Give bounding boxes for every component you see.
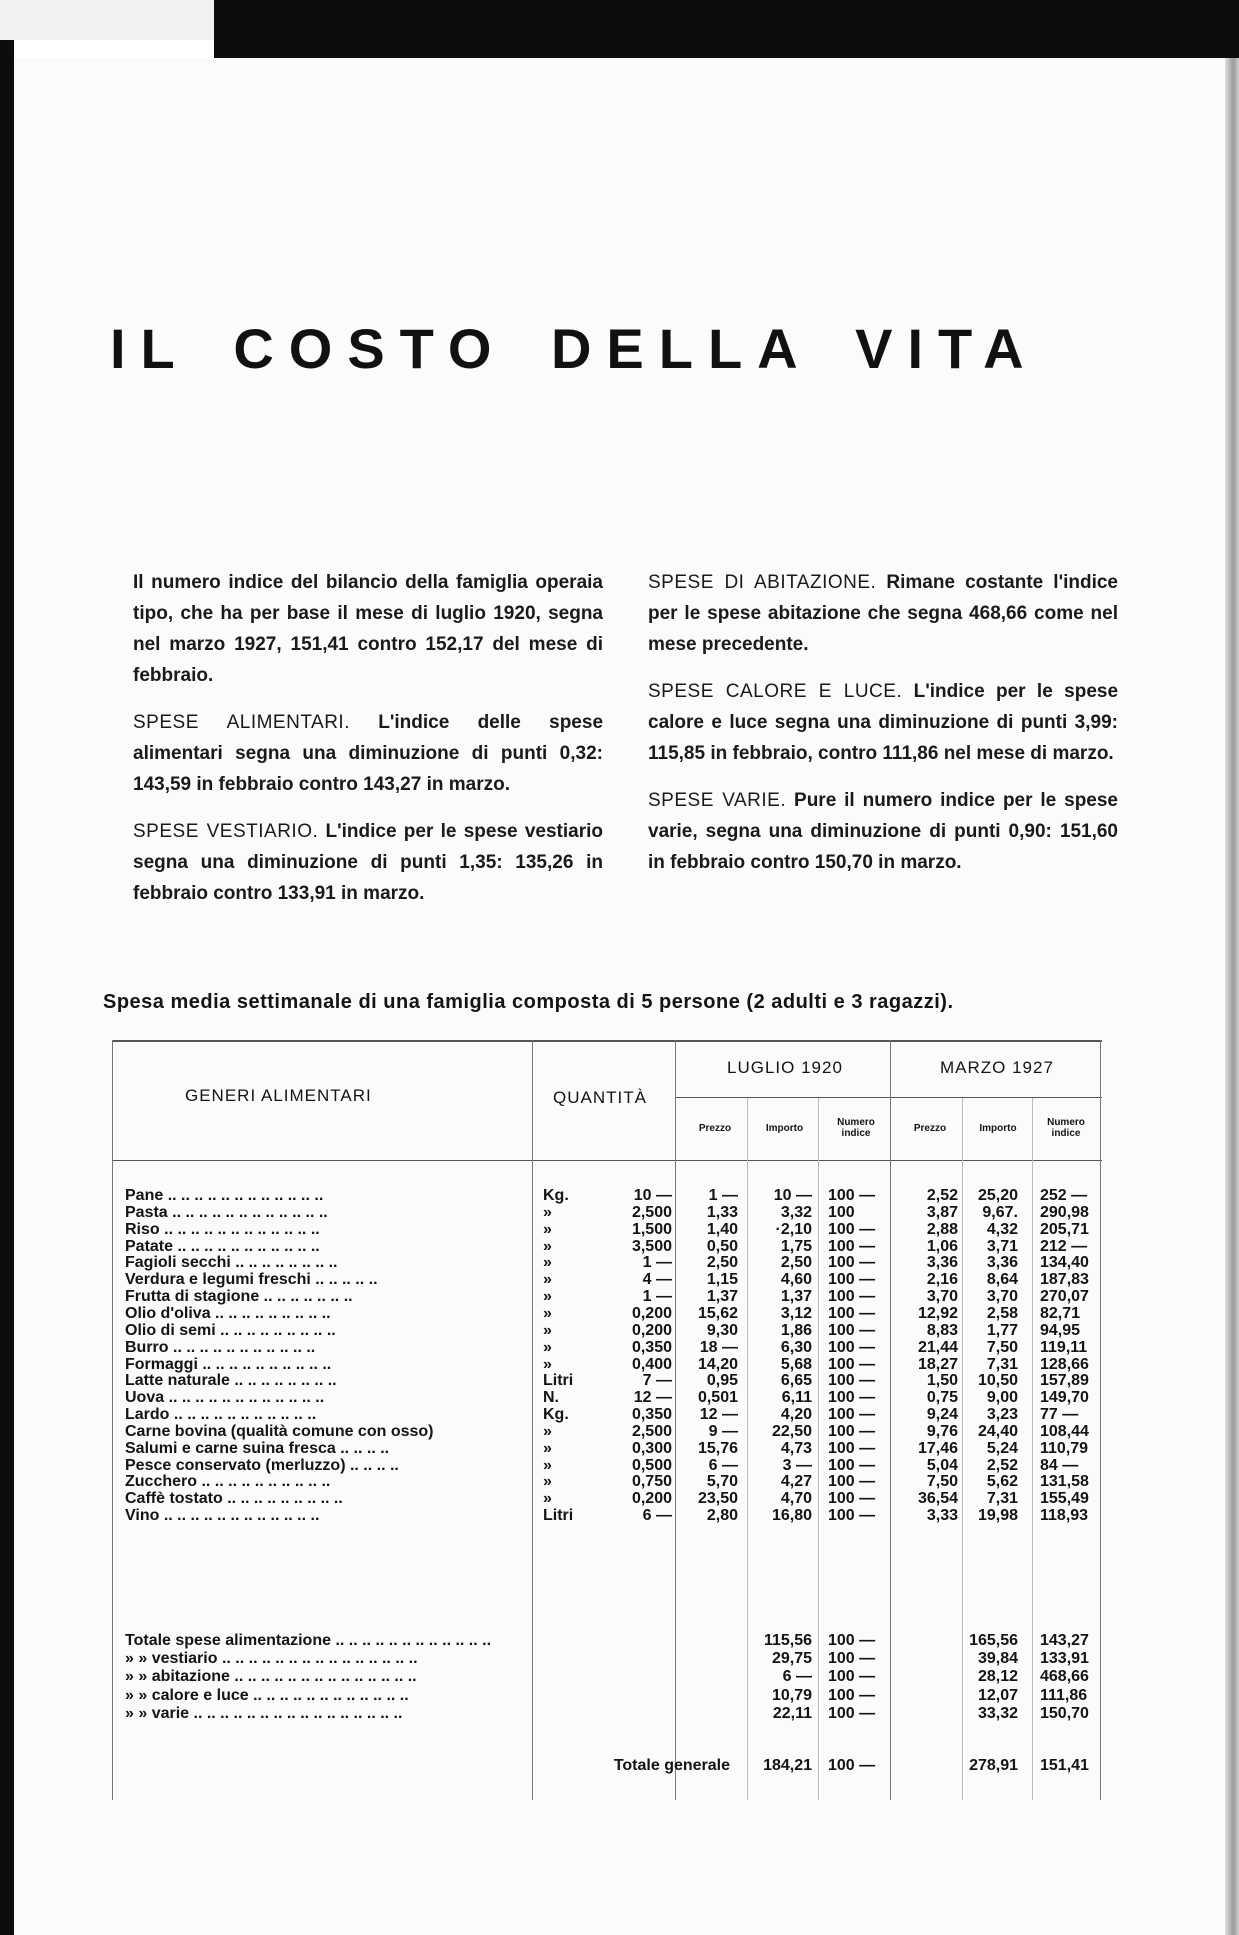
index-1920: 100 — — [828, 1668, 876, 1686]
table-row — [0, 1187, 1239, 1205]
amount-1927: 12,07 — [977, 1686, 1018, 1704]
amount-1920: 6,65 — [780, 1372, 812, 1390]
index-1927: 468,66 — [1040, 1668, 1089, 1686]
amount-1927: 28,12 — [977, 1668, 1018, 1686]
price-1920: 23,50 — [697, 1490, 738, 1508]
header-numero-indice: Numero indice — [1047, 1117, 1085, 1139]
price-1927: 3,87 — [926, 1203, 958, 1221]
item-quantity: 0,200 — [631, 1304, 672, 1322]
table-rule-top — [112, 1040, 1102, 1042]
table-row — [0, 1473, 1239, 1491]
item-quantity: 0,500 — [631, 1456, 672, 1474]
amount-1927: 3,71 — [986, 1237, 1018, 1255]
item-unit: Kg. — [543, 1406, 569, 1424]
item-quantity: 2,500 — [631, 1422, 672, 1440]
index-1920: 100 — — [828, 1355, 876, 1373]
totals-label: » » abitazione .. .. .. .. .. .. .. .. .. .. .. .. .. .. — [125, 1668, 417, 1686]
item-unit: Litri — [543, 1372, 574, 1390]
item-quantity: 0,200 — [631, 1321, 672, 1339]
amount-1927: 8,64 — [986, 1271, 1018, 1289]
price-1927: 2,52 — [926, 1187, 958, 1204]
index-1927: 108,44 — [1040, 1422, 1089, 1440]
amount-1927: 2,52 — [986, 1456, 1018, 1474]
index-1920: 100 — — [828, 1254, 876, 1272]
item-unit: » — [543, 1220, 552, 1238]
item-unit: » — [543, 1203, 552, 1221]
price-1927: 5,04 — [926, 1456, 958, 1474]
price-1927: 36,54 — [917, 1490, 958, 1508]
table-row — [0, 1254, 1239, 1272]
amount-1927: 33,32 — [977, 1704, 1018, 1722]
paragraph-text: Il numero indice del bilancio della famiglia operaia tipo, che ha per base il mese di luglio 1920, segna nel marzo 1927, 151,41 contro 152,17 del mese di febbraio. — [133, 572, 603, 686]
index-1920: 100 — — [828, 1338, 876, 1356]
grand-total-row — [0, 1757, 1239, 1775]
table-rule-header — [112, 1160, 1102, 1161]
item-unit: » — [543, 1321, 552, 1339]
totals-row — [0, 1650, 1239, 1668]
price-1920: 12 — — [699, 1406, 738, 1424]
index-1927: 110,79 — [1040, 1439, 1089, 1457]
item-quantity: 0,350 — [631, 1338, 672, 1356]
table-row — [0, 1490, 1239, 1508]
amount-1927: 9,00 — [986, 1389, 1018, 1407]
index-1927: 270,07 — [1040, 1288, 1089, 1306]
grand-total-label: Totale generale — [613, 1757, 730, 1774]
item-name: Verdura e legumi freschi .. .. .. .. .. — [125, 1271, 378, 1289]
index-1920: 100 — — [828, 1757, 876, 1774]
header-prezzo: Prezzo — [913, 1123, 947, 1134]
table-rule-subheader — [675, 1097, 1102, 1098]
index-1927: 149,70 — [1040, 1389, 1089, 1407]
paragraph-heading: SPESE DI ABITAZIONE. — [648, 572, 877, 593]
price-1927: 8,83 — [926, 1321, 958, 1339]
price-1927: 21,44 — [917, 1338, 958, 1356]
paragraph-heading: SPESE CALORE E LUCE. — [648, 681, 903, 702]
index-1927: 151,41 — [1040, 1757, 1089, 1774]
amount-1927: 4,32 — [986, 1220, 1018, 1238]
amount-1927: 5,24 — [986, 1439, 1018, 1457]
paragraph-spese-abitazione — [648, 567, 1118, 660]
index-1927: 150,70 — [1040, 1704, 1089, 1722]
amount-1927: 3,70 — [986, 1288, 1018, 1306]
index-1920: 100 — — [828, 1422, 876, 1440]
table-row — [0, 1221, 1239, 1239]
amount-1927: 5,62 — [986, 1473, 1018, 1491]
index-1927: 134,40 — [1040, 1254, 1089, 1272]
paragraph-text: L'indice delle spese alimentari segna una diminuzione di punti 0,32: 143,59 in febbraio contro 143,27 in marzo. — [133, 712, 604, 795]
item-quantity: 0,300 — [631, 1439, 672, 1457]
item-unit: » — [543, 1439, 552, 1457]
amount-1920: 6,30 — [780, 1338, 812, 1356]
totals-label: » » calore e luce .. .. .. .. .. .. .. .. .. .. .. .. — [125, 1686, 409, 1704]
item-quantity: 0,400 — [631, 1355, 672, 1373]
price-1927: 17,46 — [917, 1439, 958, 1457]
item-unit: » — [543, 1288, 552, 1306]
item-name: Salumi e carne suina fresca .. .. .. .. — [125, 1439, 390, 1457]
item-name: Pasta .. .. .. .. .. .. .. .. .. .. .. .. — [125, 1203, 328, 1221]
item-unit: N. — [543, 1389, 559, 1407]
index-1920: 100 — — [828, 1507, 876, 1525]
table-row — [0, 1305, 1239, 1323]
totals-row — [0, 1705, 1239, 1723]
totals-row — [0, 1687, 1239, 1705]
index-1927: 128,66 — [1040, 1355, 1089, 1373]
paragraph-text: L'indice per le spese vestiario segna una diminuzione di punti 1,35: 135,26 in febbraio contro 133,91 in marzo. — [133, 821, 604, 904]
paragraph-heading: SPESE VARIE. — [648, 790, 787, 811]
amount-1920: 22,50 — [771, 1422, 812, 1440]
item-unit: » — [543, 1237, 552, 1255]
index-1927: 84 — — [1040, 1456, 1079, 1474]
index-1927: 155,49 — [1040, 1490, 1089, 1508]
item-name: Patate .. .. .. .. .. .. .. .. .. .. .. — [125, 1237, 320, 1255]
amount-1927: 19,98 — [977, 1507, 1018, 1525]
header-importo: Importo — [765, 1123, 804, 1134]
amount-1920: 10 — — [773, 1187, 812, 1204]
index-1927: 94,95 — [1040, 1321, 1081, 1339]
index-1920: 100 — — [828, 1632, 876, 1649]
price-1920: 18 — — [699, 1338, 738, 1356]
price-1927: 3,36 — [926, 1254, 958, 1272]
price-1927: 2,16 — [926, 1271, 958, 1289]
amount-1920: 29,75 — [771, 1650, 812, 1668]
item-quantity: 4 — — [642, 1271, 672, 1289]
index-1920: 100 — [828, 1203, 855, 1221]
item-name: Riso .. .. .. .. .. .. .. .. .. .. .. .. — [125, 1220, 320, 1238]
amount-1927: 165,56 — [969, 1632, 1018, 1649]
item-quantity: 1 — — [642, 1254, 672, 1272]
amount-1920: 4,73 — [780, 1439, 812, 1457]
item-unit: » — [543, 1456, 552, 1474]
item-name: Pesce conservato (merluzzo) .. .. .. .. — [125, 1456, 399, 1474]
table-row — [0, 1238, 1239, 1256]
amount-1927: 3,23 — [986, 1406, 1018, 1424]
price-1927: 1,06 — [926, 1237, 958, 1255]
header-numero-indice: Numero indice — [837, 1117, 875, 1139]
amount-1927: 25,20 — [977, 1187, 1018, 1204]
amount-1920: 4,60 — [780, 1271, 812, 1289]
index-1927: 157,89 — [1040, 1372, 1089, 1390]
amount-1927: 7,31 — [986, 1355, 1018, 1373]
price-1920: 5,70 — [706, 1473, 738, 1491]
item-unit: » — [543, 1271, 552, 1289]
index-1920: 100 — — [828, 1321, 876, 1339]
price-1920: 2,50 — [706, 1254, 738, 1272]
price-1920: 1,37 — [706, 1288, 738, 1306]
table-row — [0, 1372, 1239, 1390]
amount-1920: 6 — — [782, 1668, 812, 1686]
paragraph-text: Rimane costante l'indice per le spese abitazione che segna 468,66 come nel mese precedente. — [648, 572, 1118, 655]
item-name: Caffè tostato .. .. .. .. .. .. .. .. .. — [125, 1490, 343, 1508]
item-name: Uova .. .. .. .. .. .. .. .. .. .. .. .. — [125, 1389, 325, 1407]
index-1927: 290,98 — [1040, 1203, 1089, 1221]
item-unit: » — [543, 1490, 552, 1508]
amount-1920: ·2,10 — [775, 1220, 812, 1238]
index-1920: 100 — — [828, 1439, 876, 1457]
index-1920: 100 — — [828, 1456, 876, 1474]
item-name: Pane .. .. .. .. .. .. .. .. .. .. .. .. — [125, 1187, 324, 1204]
header-marzo-1927: MARZO 1927 — [940, 1058, 1054, 1077]
price-1920: 15,62 — [697, 1304, 738, 1322]
item-unit: » — [543, 1422, 552, 1440]
price-1927: 9,24 — [926, 1406, 958, 1424]
index-1927: 77 — — [1040, 1406, 1079, 1424]
item-quantity: 0,350 — [631, 1406, 672, 1424]
amount-1920: 10,79 — [771, 1686, 812, 1704]
price-1920: 0,50 — [706, 1237, 738, 1255]
totals-label: » » vestiario .. .. .. .. .. .. .. .. .. .. .. .. .. .. .. — [125, 1650, 418, 1668]
table-row — [0, 1271, 1239, 1289]
price-1920: 0,95 — [706, 1372, 738, 1390]
price-1920: 9,30 — [706, 1321, 738, 1339]
item-quantity: 2,500 — [631, 1203, 672, 1221]
index-1920: 100 — — [828, 1473, 876, 1491]
price-1927: 3,33 — [926, 1507, 958, 1525]
amount-1920: 3,32 — [780, 1203, 812, 1221]
paragraph-intro — [133, 567, 603, 691]
paragraph-text: Pure il numero indice per le spese varie, segna una diminuzione di punti 0,90: 151,60 in febbraio contro 150,70 in marzo. — [648, 790, 1118, 873]
header-generi-alimentari: GENERI ALIMENTARI — [185, 1086, 372, 1105]
paragraph-spese-alimentari — [133, 707, 603, 800]
item-name: Lardo .. .. .. .. .. .. .. .. .. .. .. — [125, 1406, 317, 1424]
price-1927: 7,50 — [926, 1473, 958, 1491]
table-row — [0, 1457, 1239, 1475]
amount-1920: 4,20 — [780, 1406, 812, 1424]
header-prezzo: Prezzo — [698, 1123, 732, 1134]
index-1920: 100 — — [828, 1220, 876, 1238]
item-name: Formaggi .. .. .. .. .. .. .. .. .. .. — [125, 1355, 332, 1373]
index-1920: 100 — — [828, 1686, 876, 1704]
price-1920: 0,501 — [697, 1389, 738, 1407]
index-1920: 100 — — [828, 1389, 876, 1407]
index-1927: 82,71 — [1040, 1304, 1081, 1322]
totals-row — [0, 1632, 1239, 1650]
item-name: Zucchero .. .. .. .. .. .. .. .. .. .. — [125, 1473, 331, 1491]
price-1920: 6 — — [708, 1456, 738, 1474]
index-1920: 100 — — [828, 1187, 876, 1204]
price-1927: 3,70 — [926, 1288, 958, 1306]
index-1920: 100 — — [828, 1372, 876, 1390]
totals-label: » » varie .. .. .. .. .. .. .. .. .. .. .. .. .. .. .. .. — [125, 1704, 403, 1722]
amount-1927: 2,58 — [986, 1304, 1018, 1322]
index-1920: 100 — — [828, 1271, 876, 1289]
price-1920: 2,80 — [706, 1507, 738, 1525]
item-quantity: 0,200 — [631, 1490, 672, 1508]
item-quantity: 10 — — [633, 1187, 672, 1204]
paragraph-heading: SPESE VESTIARIO. — [133, 821, 319, 842]
index-1920: 100 — — [828, 1490, 876, 1508]
paragraph-heading: SPESE ALIMENTARI. — [133, 712, 350, 733]
index-1927: 111,86 — [1040, 1686, 1088, 1704]
item-name: Olio di semi .. .. .. .. .. .. .. .. .. — [125, 1321, 336, 1339]
totals-label: Totale spese alimentazione .. .. .. .. .. .. .. .. .. .. .. .. — [125, 1632, 492, 1649]
amount-1927: 3,36 — [986, 1254, 1018, 1272]
table-row — [0, 1322, 1239, 1340]
item-unit: » — [543, 1355, 552, 1373]
index-1927: 187,83 — [1040, 1271, 1089, 1289]
amount-1927: 278,91 — [969, 1757, 1018, 1774]
amount-1927: 7,31 — [986, 1490, 1018, 1508]
scan-border-top — [214, 0, 1239, 58]
item-name: Carne bovina (qualità comune con osso) — [125, 1422, 434, 1440]
text-column-right — [648, 567, 1118, 894]
item-unit: » — [543, 1304, 552, 1322]
index-1920: 100 — — [828, 1704, 876, 1722]
item-quantity: 3,500 — [631, 1237, 672, 1255]
price-1920: 1 — — [708, 1187, 738, 1204]
table-row — [0, 1339, 1239, 1357]
text-column-left — [133, 567, 603, 925]
index-1927: 131,58 — [1040, 1473, 1089, 1491]
item-name: Burro .. .. .. .. .. .. .. .. .. .. .. — [125, 1338, 316, 1356]
amount-1920: 184,21 — [763, 1757, 812, 1774]
amount-1920: 2,50 — [780, 1254, 812, 1272]
amount-1927: 39,84 — [977, 1650, 1018, 1668]
price-1927: 0,75 — [926, 1389, 958, 1407]
amount-1920: 22,11 — [772, 1704, 812, 1722]
index-1920: 100 — — [828, 1288, 876, 1306]
item-unit: » — [543, 1254, 552, 1272]
index-1927: 143,27 — [1040, 1632, 1089, 1649]
index-1927: 133,91 — [1040, 1650, 1089, 1668]
paragraph-spese-varie — [648, 785, 1118, 878]
amount-1920: 115,56 — [763, 1632, 812, 1649]
item-name: Fagioli secchi .. .. .. .. .. .. .. .. — [125, 1254, 338, 1272]
amount-1927: 7,50 — [986, 1338, 1018, 1356]
price-1927: 2,88 — [926, 1220, 958, 1238]
paragraph-text: L'indice per le spese calore e luce segna una diminuzione di punti 3,99: 115,85 in febbraio, contro 111,86 nel mese di marzo. — [648, 681, 1119, 764]
price-1920: 1,15 — [706, 1271, 738, 1289]
index-1920: 100 — — [828, 1304, 876, 1322]
item-name: Olio d'oliva .. .. .. .. .. .. .. .. .. — [125, 1304, 331, 1322]
price-1927: 9,76 — [926, 1422, 958, 1440]
item-quantity: 1,500 — [631, 1220, 672, 1238]
index-1927: 119,11 — [1040, 1338, 1088, 1356]
scan-margin-top-left — [0, 0, 214, 40]
item-name: Latte naturale .. .. .. .. .. .. .. .. — [125, 1372, 337, 1390]
amount-1920: 6,11 — [781, 1389, 812, 1407]
header-importo: Importo — [979, 1123, 1017, 1134]
index-1927: 205,71 — [1040, 1220, 1089, 1238]
amount-1920: 5,68 — [780, 1355, 812, 1373]
amount-1927: 10,50 — [977, 1372, 1018, 1390]
item-quantity: 1 — — [642, 1288, 672, 1306]
table-row — [0, 1406, 1239, 1424]
index-1920: 100 — — [828, 1650, 876, 1668]
price-1927: 1,50 — [926, 1372, 958, 1390]
header-luglio-1920: LUGLIO 1920 — [727, 1058, 843, 1077]
amount-1927: 9,67. — [982, 1203, 1018, 1221]
paragraph-spese-vestiario — [133, 816, 603, 909]
price-1927: 12,92 — [917, 1304, 958, 1322]
table-row — [0, 1507, 1239, 1525]
amount-1920: 3,12 — [780, 1304, 812, 1322]
amount-1920: 3 — — [782, 1456, 812, 1474]
item-quantity: 12 — — [633, 1389, 672, 1407]
amount-1920: 1,37 — [780, 1288, 812, 1306]
price-1920: 9 — — [708, 1422, 738, 1440]
item-name: Vino .. .. .. .. .. .. .. .. .. .. .. .. — [125, 1507, 320, 1525]
header-quantita: QUANTITÀ — [553, 1088, 647, 1107]
item-quantity: 7 — — [642, 1372, 672, 1390]
amount-1920: 4,27 — [780, 1473, 812, 1491]
item-unit: Litri — [543, 1507, 574, 1525]
price-1927: 18,27 — [917, 1355, 958, 1373]
paragraph-spese-calore-luce — [648, 676, 1118, 769]
index-1920: 100 — — [828, 1406, 876, 1424]
amount-1920: 16,80 — [771, 1507, 812, 1525]
amount-1920: 4,70 — [780, 1490, 812, 1508]
table-title: Spesa media settimanale di una famiglia composta di 5 persone (2 adulti e 3 ragazzi). — [103, 991, 954, 1013]
table-row — [0, 1423, 1239, 1441]
amount-1920: 1,75 — [780, 1237, 812, 1255]
table-row — [0, 1440, 1239, 1458]
index-1927: 118,93 — [1040, 1507, 1089, 1525]
table-row — [0, 1288, 1239, 1306]
table-row — [0, 1204, 1239, 1222]
amount-1927: 1,77 — [986, 1321, 1018, 1339]
totals-row — [0, 1668, 1239, 1686]
item-unit: Kg. — [543, 1187, 569, 1204]
price-1920: 15,76 — [697, 1439, 738, 1457]
item-unit: » — [543, 1473, 552, 1491]
index-1927: 252 — — [1040, 1187, 1088, 1204]
amount-1927: 24,40 — [977, 1422, 1018, 1440]
table-row — [0, 1389, 1239, 1407]
page-title: IL COSTO DELLA VITA — [110, 317, 1039, 380]
price-1920: 14,20 — [697, 1355, 738, 1373]
index-1920: 100 — — [828, 1237, 876, 1255]
table-row — [0, 1356, 1239, 1374]
index-1927: 212 — — [1040, 1237, 1088, 1255]
price-1920: 1,40 — [706, 1220, 738, 1238]
price-1920: 1,33 — [706, 1203, 738, 1221]
item-quantity: 6 — — [642, 1507, 672, 1525]
item-quantity: 0,750 — [631, 1473, 672, 1491]
item-name: Frutta di stagione .. .. .. .. .. .. .. — [125, 1288, 353, 1306]
amount-1920: 1,86 — [780, 1321, 812, 1339]
item-unit: » — [543, 1338, 552, 1356]
